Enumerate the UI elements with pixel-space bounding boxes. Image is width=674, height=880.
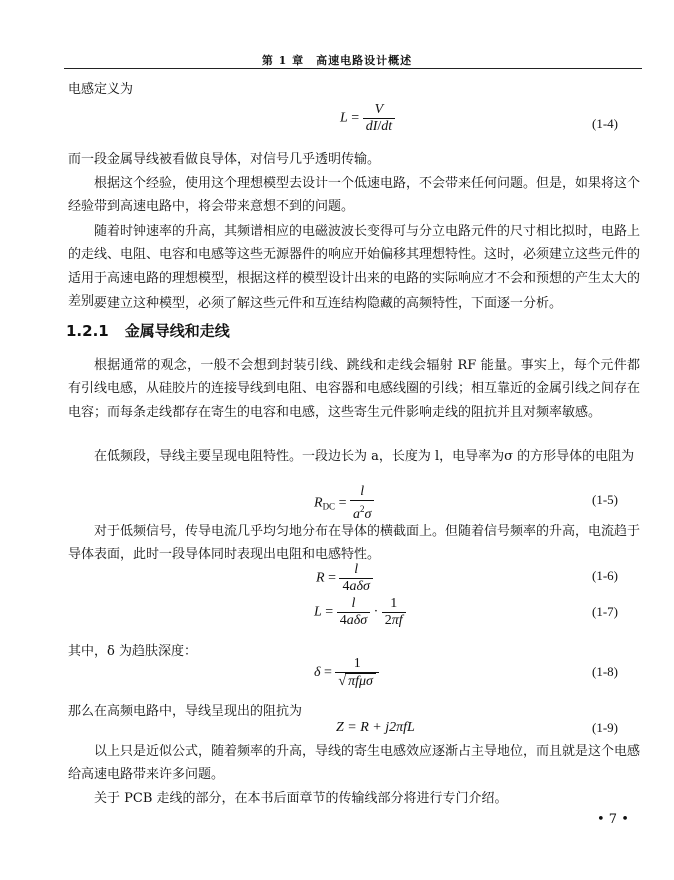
equation-1-9: Z = R + j2πfL: [336, 720, 415, 735]
equation-1-7: L = $\frac{l}{\text{4aδσ}}$ · $\frac{1}{2\pi f}$: [314, 596, 406, 629]
equation-number-1-7: (1-7): [592, 604, 618, 619]
paragraph-2: 而一段金属导线被看做良导体，对信号几乎透明传输。: [68, 152, 381, 167]
paragraph-3: 根据这个经验，使用这个理想模型去设计一个低速电路，不会带来任何问题。但是，如果将这个经验带到高速电路中，将会带来意想不到的问题。: [68, 176, 641, 215]
section-title: 金属导线和走线: [124, 322, 230, 340]
paragraph-1: 电感定义为: [68, 82, 134, 97]
equation-number-1-4: (1-4): [592, 116, 618, 131]
paragraph-11: 以上只是近似公式，随着频率的升高，导线的寄生电感效应逐渐占主导地位，而且就是这个电感给高速电路带来许多问题。: [68, 744, 641, 783]
equation-1-4: L = $\frac{V}{dI/dt}$: [340, 102, 395, 135]
equation-number-1-8: (1-8): [592, 664, 618, 679]
paragraph-9: 其中，δ 为趋肤深度：: [68, 644, 197, 659]
page-number: • 7 •: [597, 812, 629, 827]
paragraph-5: 要建立这种模型，必须了解这些元件和互连结构隐藏的高频特性，下面逐一分析。: [94, 296, 563, 311]
paragraph-12: 关于 PCB 走线的部分，在本书后面章节的传输线部分将进行专门介绍。: [94, 791, 508, 806]
equation-1-5: $R_{DC}$ = $\frac{l}{a^2\sigma}$: [314, 484, 374, 523]
header-rule: [64, 68, 642, 69]
equation-1-6: R = $\frac{l}{\text{4aδσ}}$: [316, 562, 373, 595]
paragraph-4: 随着时钟速率的升高，其频谱相应的电磁波波长变得可与分立电路元件的尺寸相比拟时，电路上的走线、电阻、电容和电感等这些无源器件的响应开始偏移其理想特性。这时，必须建立这些元件的适用于高速电路的理想模型，根据这样的模型设计出来的电路的实际响应才不会和预想的产生太大的差别。: [68, 224, 641, 309]
section-number: 1.2.1: [66, 322, 109, 340]
paragraph-10: 那么在高频电路中，导线呈现出的阻抗为: [68, 704, 303, 719]
paragraph-8: 对于低频信号，传导电流几乎均匀地分布在导体的横截面上。但随着信号频率的升高，电流趋于导体表面，此时一段导体同时表现出电阻和电感特性。: [68, 524, 641, 563]
equation-1-8: δ = $\frac{1}{\text{√ πfμσ}}$: [314, 656, 379, 690]
section-heading: [66, 320, 230, 341]
paragraph-6: 根据通常的观念，一般不会想到封装引线、跳线和走线会辐射 RF 能量。事实上，每个元件都有引线电感，从硅胶片的连接导线到电阻、电容器和电感线圈的引线；相互靠近的金属引线之间存在电容；而每条走线都存在寄生的电容和电感，这些寄生元件影响走线的阻抗并且对频率敏感。: [68, 358, 641, 420]
equation-number-1-9: (1-9): [592, 720, 618, 735]
equation-number-1-6: (1-6): [592, 568, 618, 583]
running-header: 第 1 章 高速电路设计概述: [261, 54, 413, 67]
paragraph-7: 在低频段，导线主要呈现电阻特性。一段边长为 a，长度为 l，电导率为σ 的方形导体的电阻为: [94, 449, 635, 464]
equation-number-1-5: (1-5): [592, 492, 618, 507]
